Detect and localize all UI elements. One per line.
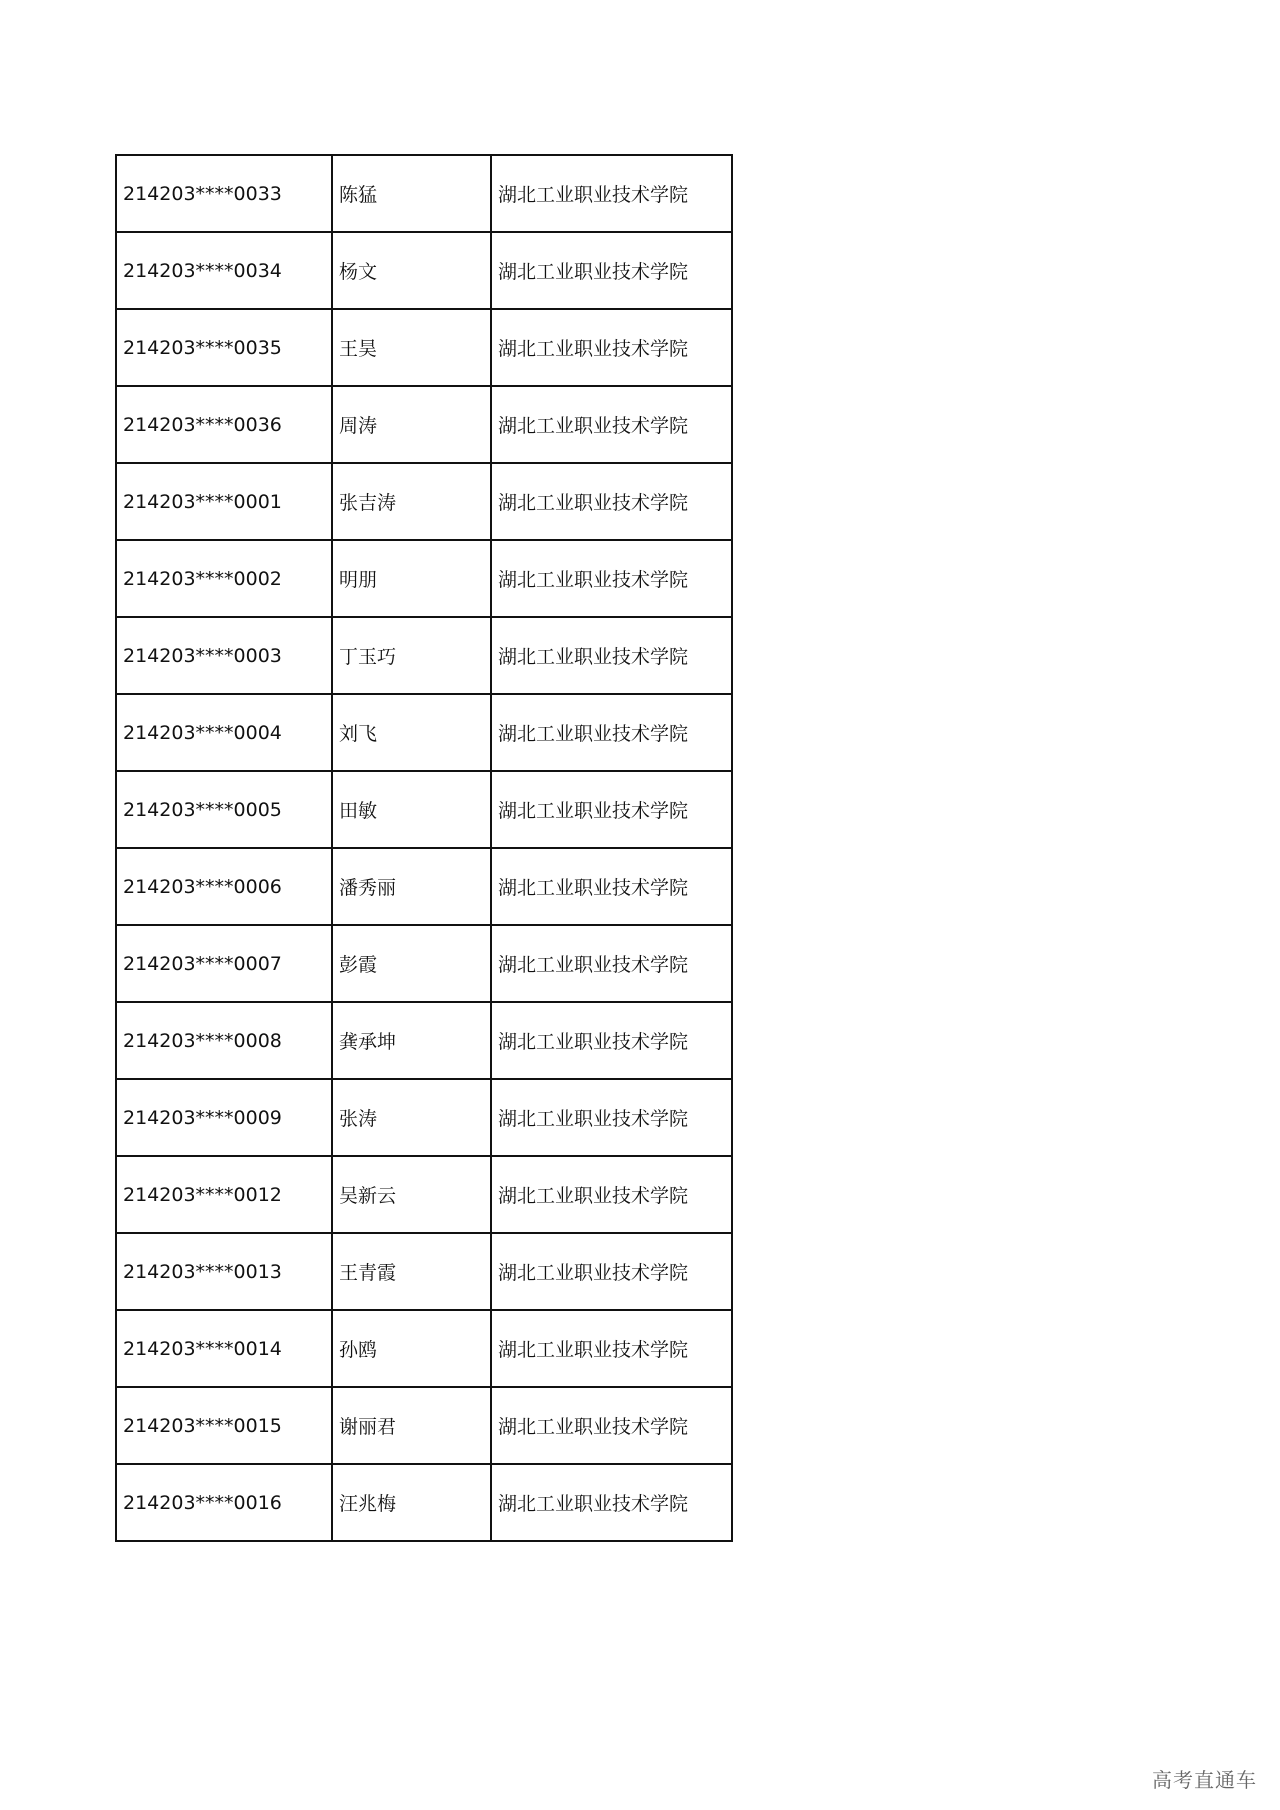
name-cell: 杨文 [332, 232, 491, 309]
school-cell: 湖北工业职业技术学院 [491, 1310, 732, 1387]
exam-id-cell: 214203****0008 [116, 1002, 332, 1079]
name-cell: 张涛 [332, 1079, 491, 1156]
student-list-table [115, 154, 733, 1542]
exam-id-cell: 214203****0003 [116, 617, 332, 694]
school-cell: 湖北工业职业技术学院 [491, 309, 732, 386]
school-cell: 湖北工业职业技术学院 [491, 848, 732, 925]
exam-id-cell: 214203****0004 [116, 694, 332, 771]
name-cell: 潘秀丽 [332, 848, 491, 925]
table-row [116, 1464, 732, 1541]
name-cell: 田敏 [332, 771, 491, 848]
school-cell: 湖北工业职业技术学院 [491, 1233, 732, 1310]
school-cell: 湖北工业职业技术学院 [491, 1079, 732, 1156]
exam-id-cell: 214203****0035 [116, 309, 332, 386]
exam-id-cell: 214203****0013 [116, 1233, 332, 1310]
school-cell: 湖北工业职业技术学院 [491, 463, 732, 540]
table-row [116, 848, 732, 925]
exam-id-cell: 214203****0005 [116, 771, 332, 848]
table-row [116, 617, 732, 694]
exam-id-cell: 214203****0006 [116, 848, 332, 925]
exam-id-cell: 214203****0002 [116, 540, 332, 617]
name-cell: 周涛 [332, 386, 491, 463]
name-cell: 孙鸥 [332, 1310, 491, 1387]
exam-id-cell: 214203****0016 [116, 1464, 332, 1541]
table-row [116, 1002, 732, 1079]
name-cell: 汪兆梅 [332, 1464, 491, 1541]
name-cell: 谢丽君 [332, 1387, 491, 1464]
table-row [116, 925, 732, 1002]
school-cell: 湖北工业职业技术学院 [491, 386, 732, 463]
name-cell: 龚承坤 [332, 1002, 491, 1079]
exam-id-cell: 214203****0001 [116, 463, 332, 540]
name-cell: 张吉涛 [332, 463, 491, 540]
name-cell: 陈猛 [332, 155, 491, 232]
table-row [116, 1310, 732, 1387]
name-cell: 王青霞 [332, 1233, 491, 1310]
name-cell: 彭霞 [332, 925, 491, 1002]
exam-id-cell: 214203****0015 [116, 1387, 332, 1464]
exam-id-cell: 214203****0036 [116, 386, 332, 463]
name-cell: 丁玉巧 [332, 617, 491, 694]
exam-id-cell: 214203****0014 [116, 1310, 332, 1387]
table-row [116, 386, 732, 463]
table-row [116, 540, 732, 617]
exam-id-cell: 214203****0034 [116, 232, 332, 309]
school-cell: 湖北工业职业技术学院 [491, 771, 732, 848]
table-row [116, 463, 732, 540]
table-body [116, 155, 732, 1541]
school-cell: 湖北工业职业技术学院 [491, 925, 732, 1002]
table-row [116, 1156, 732, 1233]
table-row [116, 1079, 732, 1156]
school-cell: 湖北工业职业技术学院 [491, 1002, 732, 1079]
school-cell: 湖北工业职业技术学院 [491, 1156, 732, 1233]
school-cell: 湖北工业职业技术学院 [491, 232, 732, 309]
table-row [116, 771, 732, 848]
school-cell: 湖北工业职业技术学院 [491, 1387, 732, 1464]
name-cell: 明朋 [332, 540, 491, 617]
school-cell: 湖北工业职业技术学院 [491, 1464, 732, 1541]
name-cell: 吴新云 [332, 1156, 491, 1233]
school-cell: 湖北工业职业技术学院 [491, 617, 732, 694]
school-cell: 湖北工业职业技术学院 [491, 694, 732, 771]
table-row [116, 1387, 732, 1464]
table-row [116, 232, 732, 309]
exam-id-cell: 214203****0033 [116, 155, 332, 232]
watermark: 高考直通车 [1152, 1768, 1257, 1792]
name-cell: 刘飞 [332, 694, 491, 771]
table-row [116, 694, 732, 771]
table-row [116, 1233, 732, 1310]
school-cell: 湖北工业职业技术学院 [491, 155, 732, 232]
exam-id-cell: 214203****0012 [116, 1156, 332, 1233]
exam-id-cell: 214203****0007 [116, 925, 332, 1002]
name-cell: 王昊 [332, 309, 491, 386]
table-row [116, 309, 732, 386]
exam-id-cell: 214203****0009 [116, 1079, 332, 1156]
school-cell: 湖北工业职业技术学院 [491, 540, 732, 617]
table-row [116, 155, 732, 232]
